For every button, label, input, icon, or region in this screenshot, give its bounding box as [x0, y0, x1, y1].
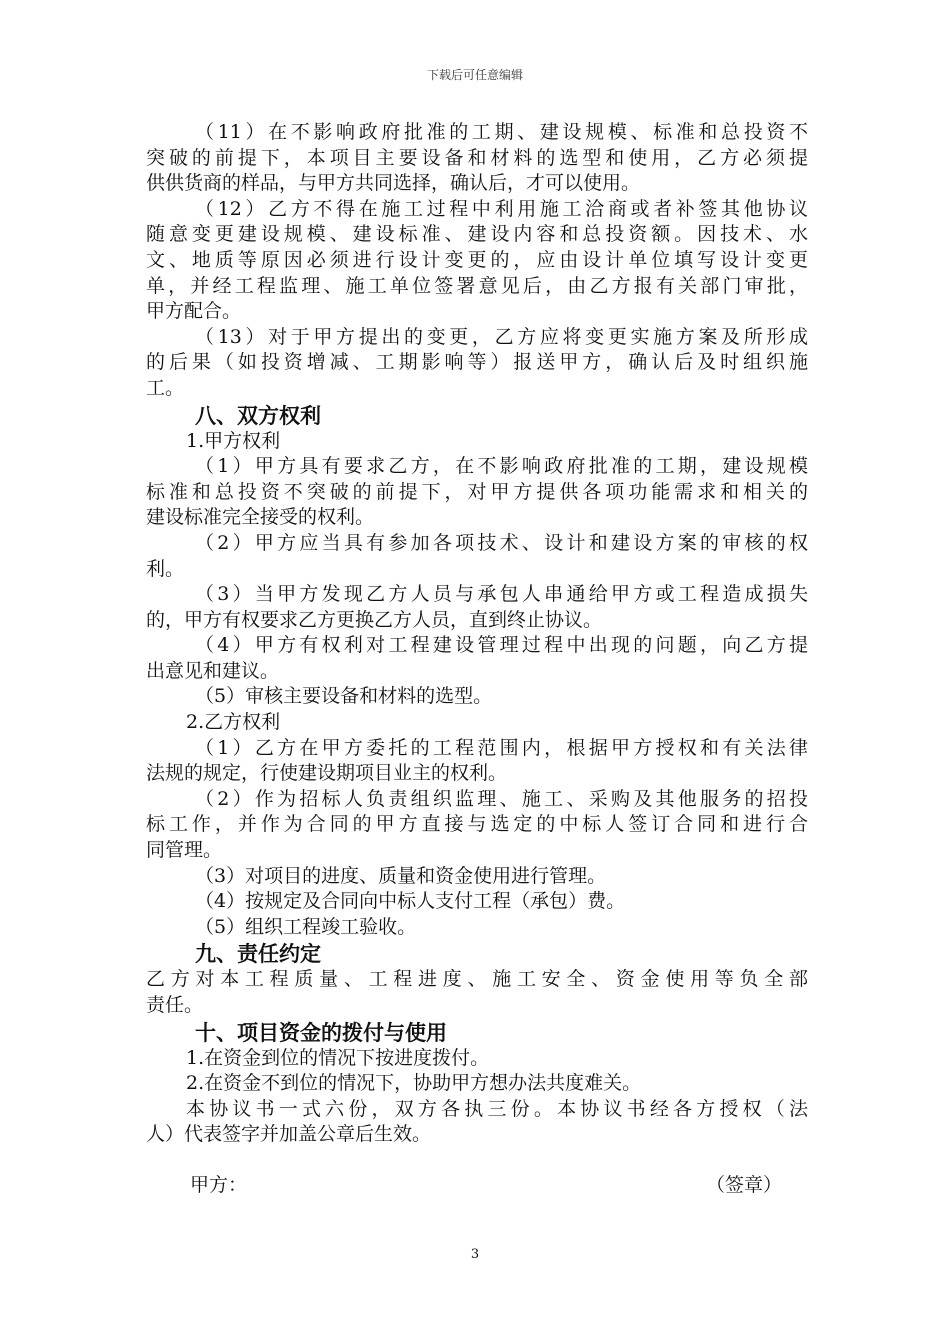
paragraph-line: 2.乙方权利: [186, 711, 281, 734]
section-heading: 十、项目资金的拨付与使用: [195, 1019, 447, 1045]
section-heading: 八、双方权利: [195, 402, 321, 428]
paragraph-line: 2.在资金不到位的情况下，协助甲方想办法共度难关。: [186, 1072, 642, 1095]
page-number: 3: [470, 1247, 480, 1262]
paragraph-line: （2）作为招标人负责组织监理、施工、采购及其他服务的招投: [195, 787, 808, 810]
paragraph-line: 利。: [146, 557, 185, 580]
document-body: [146, 120, 808, 1148]
paragraph-line: 1.甲方权利: [186, 429, 281, 452]
paragraph-line: （3）对项目的进度、质量和资金使用进行管理。: [195, 864, 607, 887]
paragraph-line: （11）在不影响政府批准的工期、建设规模、标准和总投资不: [195, 121, 808, 143]
paragraph-line: （2）甲方应当具有参加各项技术、设计和建设方案的审核的权: [195, 531, 808, 554]
paragraph-line: 本协议书一式六份，双方各执三份。本协议书经各方授权（法: [186, 1097, 808, 1120]
paragraph-line: 建设标准完全接受的权利。: [146, 506, 375, 529]
paragraph-line: 工。: [146, 376, 185, 399]
paragraph-line: 突破的前提下，本项目主要设备和材料的选型和使用，乙方必须提: [146, 146, 808, 169]
paragraph-line: 甲方配合。: [146, 300, 242, 323]
section-heading: 九、责任约定: [195, 941, 321, 967]
page-header: 下载后可任意编辑: [426, 68, 523, 82]
paragraph-line: （3）当甲方发现乙方人员与承包人串通给甲方或工程造成损失: [195, 583, 808, 606]
paragraph-line: 的后果（如投资增减、工期影响等）报送甲方，确认后及时组织施: [146, 351, 808, 374]
paragraph-line: 文、地质等原因必须进行设计变更的，应由设计单位填写设计变更: [146, 248, 808, 271]
paragraph-line: 出意见和建议。: [146, 659, 280, 682]
paragraph-line: （12）乙方不得在施工过程中利用施工洽商或者补签其他协议: [195, 197, 808, 220]
paragraph-line: 单，并经工程监理、施工单位签署意见后，由乙方报有关部门审批，: [146, 274, 808, 297]
paragraph-line: （5）审核主要设备和材料的选型。: [195, 685, 493, 708]
signature-block: [190, 1170, 782, 1196]
paragraph-line: （1）乙方在甲方委托的工程范围内，根据甲方授权和有关法律: [195, 736, 808, 759]
paragraph-line: 乙方对本工程质量、工程进度、施工安全、资金使用等负全部: [146, 968, 808, 991]
paragraph-line: 标准和总投资不突破的前提下，对甲方提供各项功能需求和相关的: [146, 480, 808, 503]
paragraph-line: 人）代表签字并加盖公章后生效。: [146, 1123, 432, 1146]
party-a-label: 甲方：: [190, 1174, 248, 1196]
paragraph-line: （5）组织工程竣工验收。: [195, 915, 417, 938]
paragraph-line: 随意变更建设规模、建设标准、建设内容和总投资额。因技术、水: [146, 223, 808, 246]
paragraph-line: （1）甲方具有要求乙方，在不影响政府批准的工期，建设规模: [195, 455, 808, 478]
paragraph-line: 供供货商的样品，与甲方共同选择，确认后，才可以使用。: [146, 172, 641, 195]
paragraph-line: 标工作，并作为合同的甲方直接与选定的中标人签订合同和进行合: [146, 813, 808, 836]
paragraph-line: 1.在资金到位的情况下按进度拨付。: [186, 1046, 490, 1069]
paragraph-line: 同管理。: [146, 839, 223, 862]
seal-label: （签章）: [705, 1174, 782, 1196]
paragraph-line: （13）对于甲方提出的变更，乙方应将变更实施方案及所形成: [195, 325, 808, 348]
paragraph-line: （4）按规定及合同向中标人支付工程（承包）费。: [195, 890, 626, 913]
paragraph-line: （4）甲方有权利对工程建设管理过程中出现的问题，向乙方提: [195, 634, 808, 657]
paragraph-line: 的，甲方有权要求乙方更换乙方人员，直到终止协议。: [146, 608, 603, 631]
paragraph-line: 责任。: [146, 994, 204, 1016]
paragraph-line: 法规的规定，行使建设期项目业主的权利。: [146, 762, 508, 785]
